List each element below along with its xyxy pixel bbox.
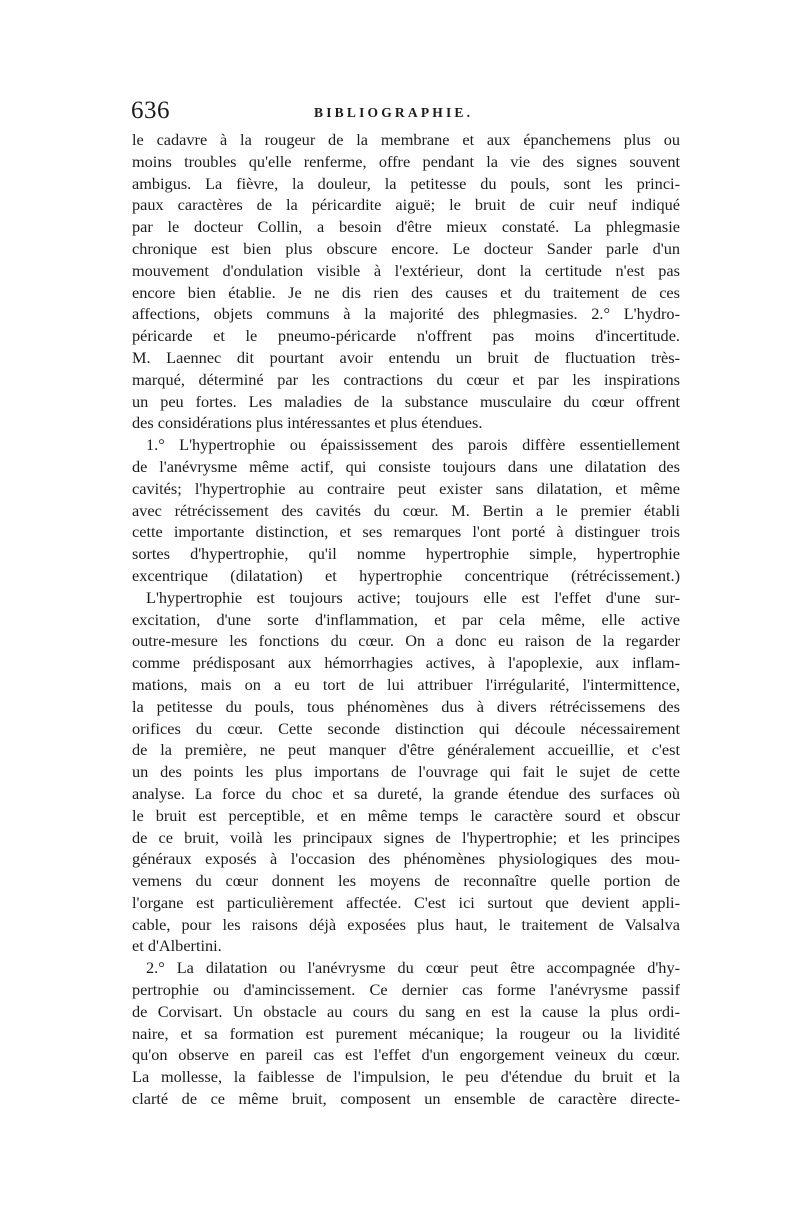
text-line: mations, mais on a eu tort de lui attribuer l'irrégularité, l'intermittence, xyxy=(132,674,680,694)
text-line: marqué, déterminé par les contractions du cœur et par les inspirations xyxy=(132,369,680,389)
text-line: cable, pour les raisons déjà exposées plus haut, le traitement de Valsalva xyxy=(132,914,680,934)
text-line: chronique est bien plus obscure encore. Le docteur Sander parle d'un xyxy=(132,238,680,258)
text-line: comme prédisposant aux hémorrhagies actives, à l'apoplexie, aux inflam- xyxy=(132,653,680,673)
text-line: analyse. La force du choc et sa dureté, la grande étendue des surfaces où xyxy=(132,783,680,803)
body-text xyxy=(132,129,680,1110)
text-line: vemens du cœur donnent les moyens de reconnaître quelle portion de xyxy=(132,871,680,891)
text-line: et d'Albertini. xyxy=(132,936,222,956)
text-line: clarté de ce même bruit, composent un ensemble de caractère directe- xyxy=(132,1089,680,1109)
text-line: excentrique (dilatation) et hypertrophie concentrique (rétrécissement.) xyxy=(132,565,680,585)
page-header xyxy=(131,96,691,130)
text-line: mouvement d'ondulation visible à l'extérieur, dont la certitude n'est pas xyxy=(132,260,680,280)
text-line: 2.° La dilatation ou l'anévrysme du cœur peut être accompagnée d'hy- xyxy=(146,958,680,978)
text-line: encore bien établie. Je ne dis rien des causes et du traitement de ces xyxy=(132,282,680,302)
text-line: des considérations plus intéressantes et plus étendues. xyxy=(132,413,483,433)
text-line: paux caractères de la péricardite aiguë; le bruit de cuir neuf indiqué xyxy=(132,195,680,215)
text-line: généraux exposés à l'occasion des phénomènes physiologiques des mou- xyxy=(132,849,680,869)
text-line: excitation, d'une sorte d'inflammation, et par cela même, elle active xyxy=(132,609,680,629)
text-line: outre-mesure les fonctions du cœur. On a donc eu raison de la regarder xyxy=(132,631,680,651)
text-line: pertrophie ou d'amincissement. Ce dernier cas forme l'anévrysme passif xyxy=(132,980,680,1000)
text-line: le cadavre à la rougeur de la membrane et aux épanchemens plus ou xyxy=(132,130,680,149)
text-line: le bruit est perceptible, et en même temps le caractère sourd et obscur xyxy=(132,805,680,825)
running-head: BIBLIOGRAPHIE. xyxy=(314,105,474,120)
text-line: la petitesse du pouls, tous phénomènes dus à divers rétrécissemens des xyxy=(132,696,680,716)
text-line: affections, objets communs à la majorité des phlegmasies. 2.° L'hydro- xyxy=(132,304,680,324)
text-line: naire, et sa formation est purement mécanique; la rougeur ou la lividité xyxy=(132,1023,680,1043)
text-line: l'organe est particulièrement affectée. C'est ici surtout que devient appli- xyxy=(132,892,680,912)
text-line: péricarde et le pneumo-péricarde n'offrent pas moins d'incertitude. xyxy=(132,326,680,346)
page-number: 636 xyxy=(131,97,170,124)
text-line: orifices du cœur. Cette seconde distinction qui découle nécessairement xyxy=(132,718,680,738)
text-line: M. Laennec dit pourtant avoir entendu un bruit de fluctuation très- xyxy=(132,347,680,367)
text-line: cette importante distinction, et ses remarques l'ont porté à distinguer trois xyxy=(132,522,680,542)
text-line: sortes d'hypertrophie, qu'il nomme hypertrophie simple, hypertrophie xyxy=(132,544,680,564)
text-line: qu'on observe en pareil cas est l'effet d'un engorgement veineux du cœur. xyxy=(132,1045,680,1065)
text-line: moins troubles qu'elle renferme, offre pendant la vie des signes souvent xyxy=(132,151,680,171)
text-line: un peu fortes. Les maladies de la substance musculaire du cœur offrent xyxy=(132,391,680,411)
text-line: de ce bruit, voilà les principaux signes de l'hypertrophie; et les principes xyxy=(132,827,680,847)
text-line: de la première, ne peut manquer d'être généralement accueillie, et c'est xyxy=(132,740,680,760)
text-line: de Corvisart. Un obstacle au cours du sang en est la cause la plus ordi- xyxy=(132,1001,680,1021)
text-line: un des points les plus importans de l'ouvrage qui fait le sujet de cette xyxy=(132,762,680,782)
text-line: La mollesse, la faiblesse de l'impulsion, le peu d'étendue du bruit et la xyxy=(132,1067,680,1087)
text-line: par le docteur Collin, a besoin d'être mieux constaté. La phlegmasie xyxy=(132,217,680,237)
text-line: de l'anévrysme même actif, qui consiste toujours dans une dilatation des xyxy=(132,456,680,476)
text-line: cavités; l'hypertrophie au contraire peut exister sans dilatation, et même xyxy=(132,478,680,498)
text-line: 1.° L'hypertrophie ou épaississement des parois diffère essentiellement xyxy=(146,435,680,455)
text-line: ambigus. La fièvre, la douleur, la petitesse du pouls, sont les princi- xyxy=(132,173,680,193)
text-line: avec rétrécissement des cavités du cœur. M. Bertin a le premier établi xyxy=(132,500,680,520)
text-line: L'hypertrophie est toujours active; toujours elle est l'effet d'une sur- xyxy=(146,587,680,607)
